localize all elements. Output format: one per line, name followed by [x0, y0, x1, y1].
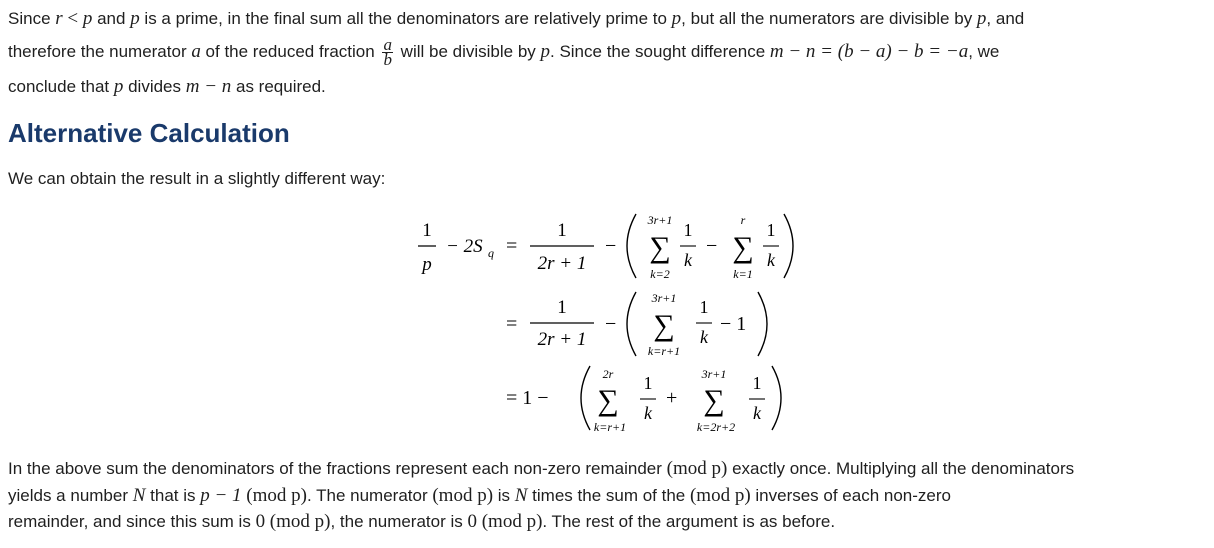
row3-sum2-lower: k=2r+2: [696, 420, 736, 434]
row1-right-paren: [784, 214, 793, 278]
row2-term-den: k: [700, 327, 708, 347]
row1-frac-denominator: 2r + 1: [537, 253, 587, 274]
row2-tail: − 1: [720, 313, 747, 335]
row3-sum2-upper: 3r+1: [701, 367, 727, 381]
row1-frac-numerator: 1: [557, 220, 567, 241]
section-title: Alternative Calculation: [8, 118, 290, 148]
row2-left-paren: [627, 292, 636, 356]
row3-right-paren: [772, 366, 781, 430]
equation-row-3: [506, 366, 781, 434]
equation-row-2: [506, 291, 767, 358]
section-lead: We can obtain the result in a slightly different way:: [8, 169, 386, 188]
row3-sum2-sigma: ∑: [703, 384, 725, 417]
intro-line-1: Since r < p and p is a prime, in the final sum all the denominators are relatively prime to p, but all the numerators are divisible by p, and: [8, 8, 1025, 29]
lhs-denominator: p: [422, 254, 432, 275]
row1-sum2-sigma: ∑: [732, 231, 754, 264]
row2-frac-denominator: 2r + 1: [537, 329, 587, 350]
row2-term-num: 1: [699, 297, 709, 317]
row3-sum1-lower: k=r+1: [593, 420, 627, 434]
outro-line-1: In the above sum the denominators of the fractions represent each non-zero remainder (mod p) exactly once. Multiplying all the denominators: [8, 458, 1075, 479]
fraction-a-over-b: $\frac{a}{b}$: [383, 35, 392, 70]
row3-sum1-term-num: 1: [643, 373, 653, 393]
row1-sum2-term-den: k: [767, 250, 775, 270]
lhs-numerator: 1: [422, 220, 432, 241]
row1-sum1-term-den: k: [684, 250, 692, 270]
row3-sum1-term-den: k: [644, 403, 652, 423]
row3-equals-one-minus: = 1 −: [506, 387, 549, 409]
outro-line-3: remainder, and since this sum is 0 (mod p), the numerator is 0 (mod p). The rest of the argument is as before.: [8, 511, 836, 532]
row3-plus: +: [666, 387, 678, 409]
row2-sum-lower: k=r+1: [647, 344, 681, 358]
row1-left-paren: [627, 214, 636, 278]
row1-sum1-upper: 3r+1: [647, 213, 673, 227]
row2-sum-upper: 3r+1: [651, 291, 677, 305]
row2-sum-sigma: ∑: [653, 309, 675, 342]
intro-line-2: therefore the numerator a of the reduced fraction $\frac{a}{b}$ will be divisible by p. Since the sought difference m − n = (b − a) − b = −a, we: [8, 35, 1000, 70]
row3-sum1-sigma: ∑: [597, 384, 619, 417]
lhs-minus-2s: − 2S: [446, 236, 483, 257]
row3-left-paren: [581, 366, 590, 430]
row1-equals: =: [506, 235, 518, 257]
row1-sum1-lower: k=2: [650, 267, 670, 281]
row2-equals: =: [506, 313, 518, 335]
outro-line-2: yields a number N that is p − 1 (mod p). The numerator (mod p) is N times the sum of the (mod p) inverses of each non-zero: [8, 485, 951, 506]
intro-line-3: conclude that p divides m − n as required.: [8, 76, 326, 97]
row1-sum1-sigma: ∑: [649, 231, 671, 264]
row1-minus: −: [605, 235, 617, 257]
row2-frac-numerator: 1: [557, 297, 567, 318]
lhs-subscript-q: q: [488, 246, 494, 260]
row1-sum2-term-num: 1: [766, 220, 776, 240]
row2-minus: −: [605, 313, 617, 335]
row1-sum1-term-num: 1: [683, 220, 693, 240]
row1-sum2-upper: r: [740, 213, 746, 227]
row1-sum2-lower: k=1: [733, 267, 753, 281]
row3-sum1-upper: 2r: [602, 367, 614, 381]
row3-sum2-term-num: 1: [752, 373, 762, 393]
row3-sum2-term-den: k: [753, 403, 761, 423]
row2-right-paren: [758, 292, 767, 356]
row1-inner-minus: −: [706, 235, 718, 257]
equation-row-1: [418, 213, 793, 281]
